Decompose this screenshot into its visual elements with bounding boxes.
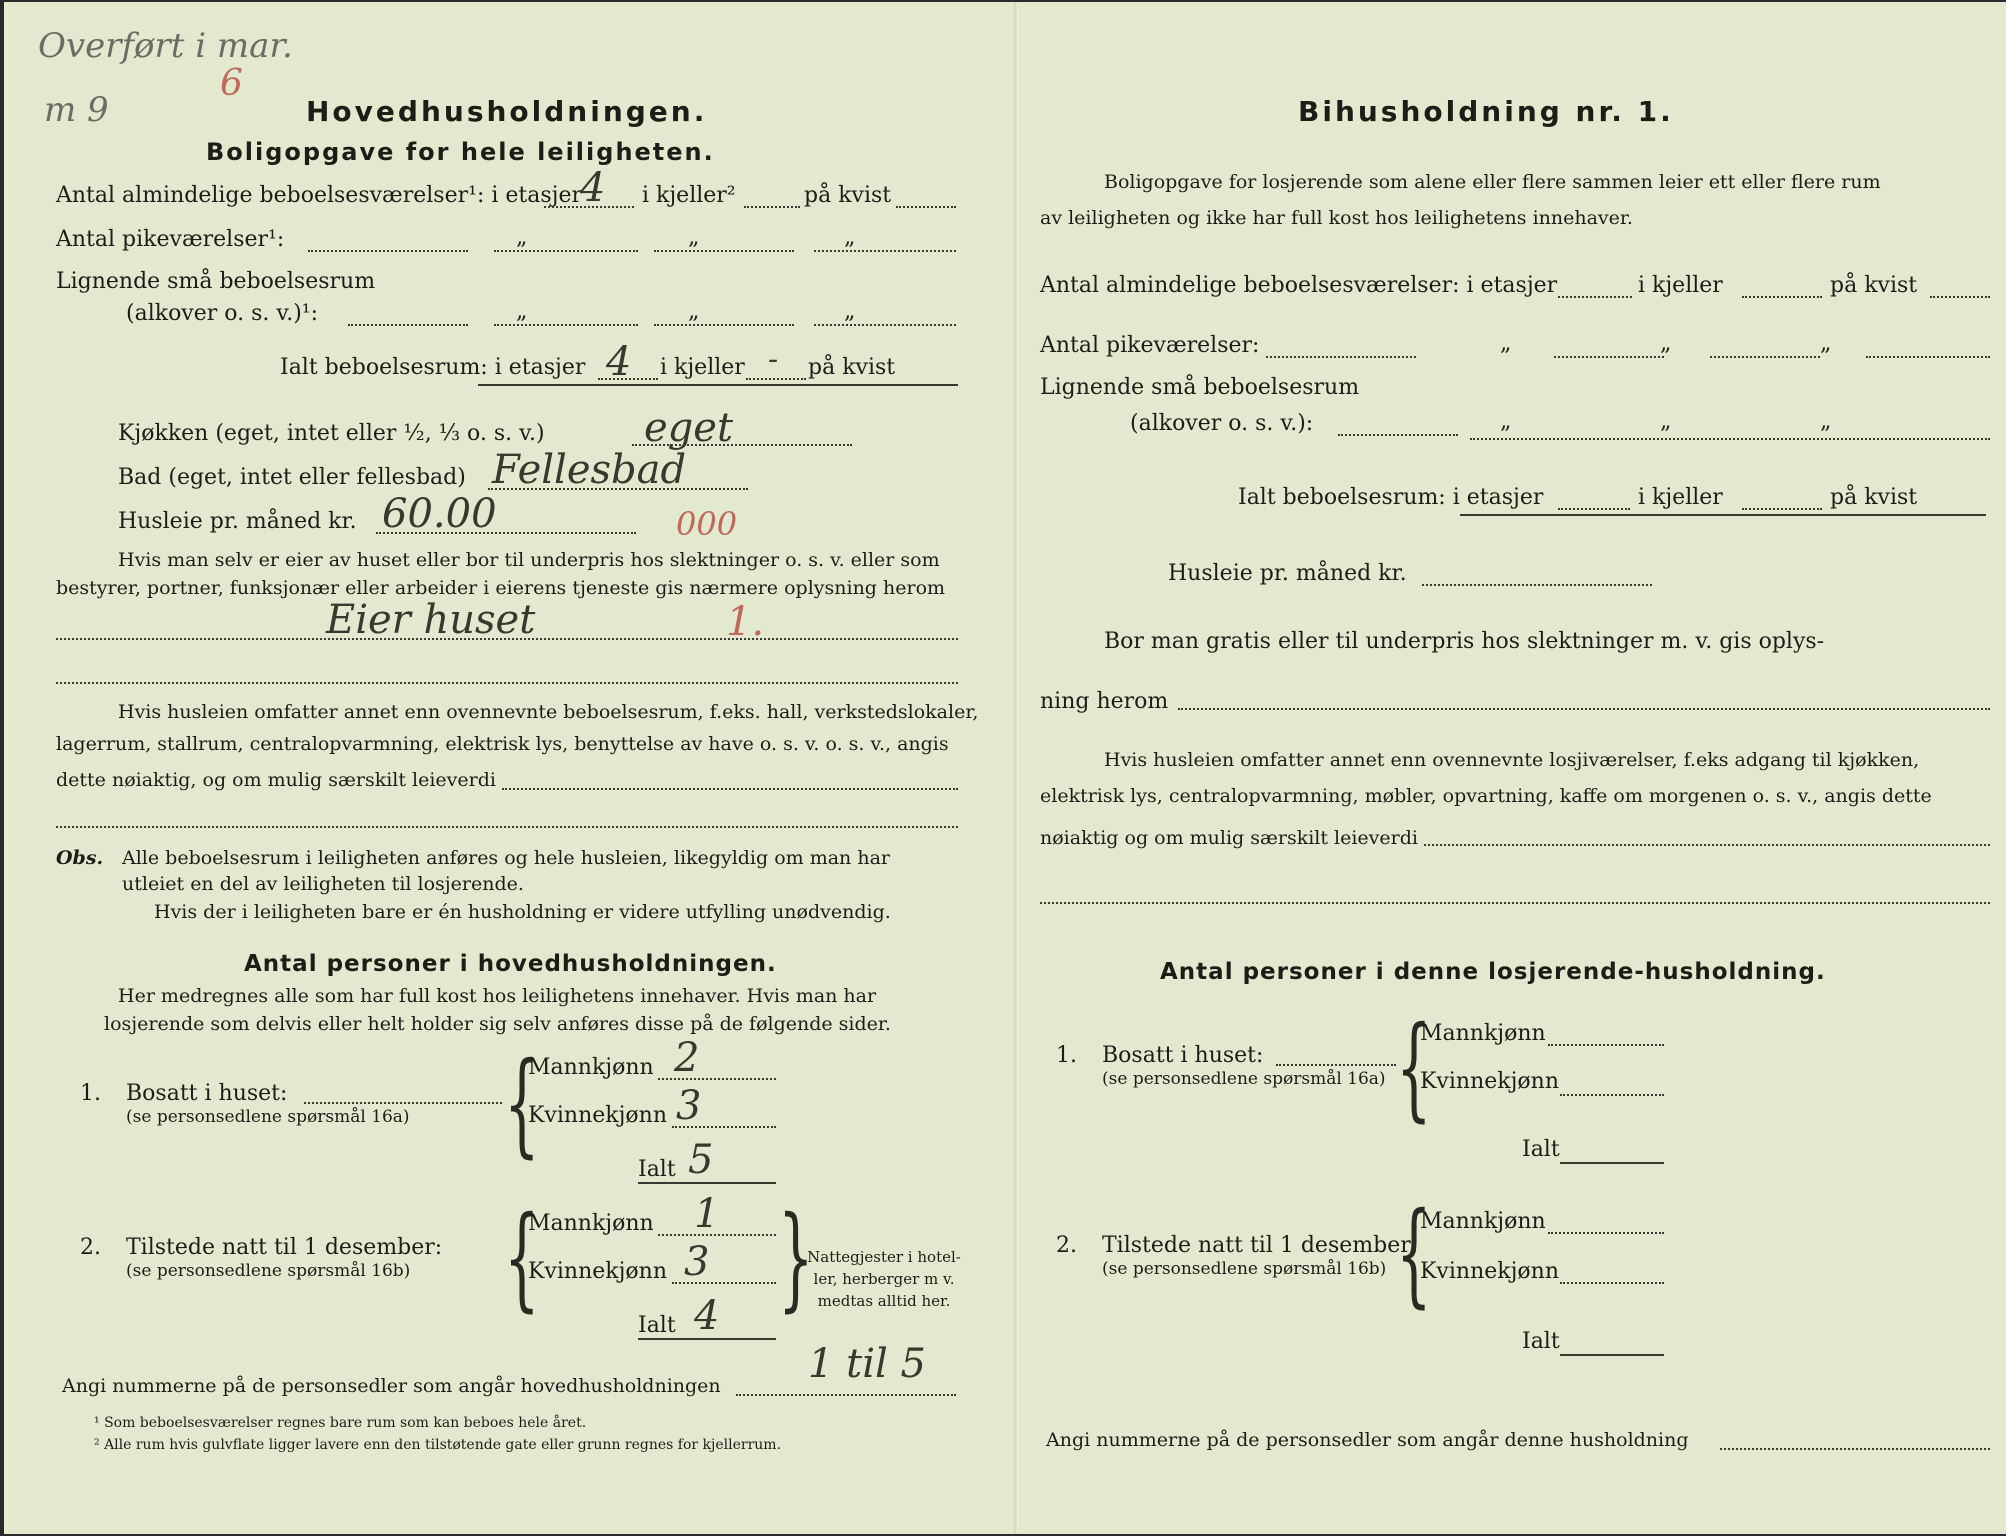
right-q2-kvinne-label: Kvinnekjønn bbox=[1420, 1259, 1559, 1284]
right-q1-ialt-label: Ialt bbox=[1522, 1137, 1560, 1162]
right-alkover-label-1: Lignende små beboelsesrum bbox=[1040, 375, 1360, 400]
ialt-rooms-label: Ialt beboelsesrum: i etasjer bbox=[280, 355, 586, 380]
q1-sublabel: (se personsedlene spørsmål 16a) bbox=[126, 1107, 410, 1127]
rooms-kvist-label: på kvist bbox=[804, 183, 892, 208]
right-pike-leader bbox=[1266, 356, 1416, 358]
owner-info-red-mark: 1. bbox=[726, 599, 765, 645]
right-alkover-label-2: (alkover o. s. v.): bbox=[1130, 411, 1314, 436]
alkover-kvist-line bbox=[814, 324, 956, 326]
rent-includes-line-2 bbox=[56, 826, 958, 828]
q1-ialt-value[interactable]: 5 bbox=[688, 1137, 714, 1183]
margin-red-number: 6 bbox=[220, 63, 243, 104]
right-gratis-1: Bor man gratis eller til underpris hos slektninger m. v. gis oplys- bbox=[1104, 629, 1825, 654]
ialt-kjeller-value[interactable]: - bbox=[768, 342, 779, 377]
right-para-line-2 bbox=[1040, 902, 1990, 904]
rooms-label: Antal almindelige beboelsesværelser¹: i etasjer bbox=[56, 183, 583, 208]
right-q2-sublabel: (se personsedlene spørsmål 16b) bbox=[1102, 1259, 1387, 1279]
right-para-2: elektrisk lys, centralopvarmning, møbler, opvartning, kaffe om morgenen o. s. v., angis dette bbox=[1040, 785, 1932, 807]
ialt-etasjer-value[interactable]: 4 bbox=[606, 339, 632, 385]
page-subtitle: Boligopgave for hele leiligheten. bbox=[206, 138, 715, 166]
pike-kjeller-line bbox=[654, 250, 794, 252]
rooms-etasjer-value[interactable]: 4 bbox=[580, 165, 606, 211]
right-q1-sublabel: (se personsedlene spørsmål 16a) bbox=[1102, 1069, 1386, 1089]
right-pike-kjeller-line bbox=[1710, 356, 1820, 358]
husleie-red-mark: 000 bbox=[676, 505, 738, 543]
bad-value[interactable]: Fellesbad bbox=[492, 447, 687, 493]
right-alkover-ditto-1: „ bbox=[1500, 409, 1512, 434]
alkover-ditto-2: „ bbox=[688, 299, 700, 324]
right-q2-label: Tilstede natt til 1 desember: bbox=[1102, 1233, 1419, 1258]
obs-text-3: Hvis der i leiligheten bare er én husholdning er videre utfylling unødvendig. bbox=[154, 901, 891, 923]
right-husleie-line bbox=[1422, 584, 1652, 586]
q1-ialt-label: Ialt bbox=[638, 1157, 676, 1182]
husleie-value[interactable]: 60.00 bbox=[382, 491, 497, 537]
owner-instructions-1: Hvis man selv er eier av huset eller bor til underpris hos slektninger o. s. v. eller som bbox=[118, 549, 940, 571]
q2-number: 2. bbox=[80, 1235, 101, 1260]
right-persons-title: Antal personer i denne losjerende-husholdning. bbox=[1160, 959, 1826, 985]
right-husleie-label: Husleie pr. måned kr. bbox=[1168, 561, 1407, 586]
right-q1-kvinne-line bbox=[1560, 1094, 1664, 1096]
ialt-kjeller-label: i kjeller bbox=[660, 355, 745, 380]
right-q1-mann-line bbox=[1548, 1044, 1664, 1046]
nattegjester-note-2: ler, herberger m v. bbox=[813, 1270, 955, 1288]
ialt-kvist-label: på kvist bbox=[808, 355, 896, 380]
alkover-label-2: (alkover o. s. v.)¹: bbox=[126, 301, 319, 326]
obs-text-1: Alle beboelsesrum i leiligheten anføres og hele husleien, likegyldig om man har bbox=[122, 847, 890, 869]
q1-leader bbox=[304, 1102, 502, 1104]
q2-sublabel: (se personsedlene spørsmål 16b) bbox=[126, 1261, 411, 1281]
q1-kvinne-value[interactable]: 3 bbox=[676, 1083, 702, 1129]
q2-brace-left: { bbox=[504, 1193, 540, 1323]
q1-number: 1. bbox=[80, 1081, 101, 1106]
kjokken-value[interactable]: eget bbox=[644, 405, 734, 451]
q1-kvinne-label: Kvinnekjønn bbox=[528, 1103, 667, 1128]
alkover-leader bbox=[348, 324, 468, 326]
q2-label: Tilstede natt til 1 desember: bbox=[126, 1235, 443, 1260]
footnote-1: ¹ Som beboelsesværelser regnes bare rum som kan beboes hele året. bbox=[94, 1415, 587, 1431]
husleie-label: Husleie pr. måned kr. bbox=[118, 509, 357, 534]
right-q1-ialt-line bbox=[1560, 1162, 1664, 1164]
footnote-2: ² Alle rum hvis gulvflate ligger lavere enn den tilstøtende gate eller grunn regnes for kjellerrum. bbox=[94, 1437, 782, 1453]
obs-label: Obs. bbox=[56, 847, 104, 869]
right-alkover-line bbox=[1470, 438, 1990, 440]
ialt-underline bbox=[478, 384, 958, 386]
pike-ditto-2: „ bbox=[688, 225, 700, 250]
right-rooms-kjeller-line bbox=[1742, 296, 1822, 298]
right-ialt-kjeller-label: i kjeller bbox=[1638, 485, 1723, 510]
right-q1-brace: { bbox=[1396, 1003, 1432, 1133]
right-alkover-ditto-2: „ bbox=[1660, 409, 1672, 434]
right-rooms-kjeller-label: i kjeller bbox=[1638, 273, 1723, 298]
right-q2-kvinne-line bbox=[1560, 1282, 1664, 1284]
owner-instructions-2: bestyrer, portner, funksjonær eller arbeider i eierens tjeneste gis nærmere oplysning herom bbox=[56, 577, 946, 599]
right-rooms-label: Antal almindelige beboelsesværelser: i etasjer bbox=[1040, 273, 1558, 298]
right-page bbox=[1020, 2, 2006, 1534]
persons-title: Antal personer i hovedhusholdningen. bbox=[244, 951, 777, 977]
right-q2-mann-line bbox=[1548, 1232, 1664, 1234]
census-form-sheet bbox=[4, 2, 2002, 1534]
rent-includes-line-1 bbox=[502, 788, 958, 790]
q1-brace: { bbox=[504, 1039, 540, 1169]
persons-text-1: Her medregnes alle som har full kost hos leilighetens innehaver. Hvis man har bbox=[118, 985, 877, 1007]
right-page-title: Bihusholdning nr. 1. bbox=[1298, 95, 1674, 128]
q2-brace-right: } bbox=[778, 1193, 814, 1323]
right-q2-number: 2. bbox=[1056, 1233, 1077, 1258]
q2-kvinne-value[interactable]: 3 bbox=[684, 1239, 710, 1285]
right-intro-2: av leiligheten og ikke har full kost hos leilighetens innehaver. bbox=[1040, 207, 1633, 229]
right-gratis-2: ning herom bbox=[1040, 689, 1169, 714]
alkover-ditto-3: „ bbox=[844, 299, 856, 324]
right-q1-kvinne-label: Kvinnekjønn bbox=[1420, 1069, 1559, 1094]
q2-mann-label: Mannkjønn bbox=[528, 1211, 654, 1236]
right-q2-mann-label: Mannkjønn bbox=[1420, 1209, 1546, 1234]
kjokken-label: Kjøkken (eget, intet eller ½, ⅓ o. s. v.) bbox=[118, 421, 545, 446]
rooms-kvist-line bbox=[896, 206, 956, 208]
right-ialt-kvist-label: på kvist bbox=[1830, 485, 1918, 510]
rooms-kjeller-line bbox=[744, 206, 800, 208]
left-page bbox=[8, 2, 1016, 1534]
right-q1-label: Bosatt i huset: bbox=[1102, 1043, 1264, 1068]
right-angi-line bbox=[1720, 1448, 1990, 1450]
right-para-3: nøiaktig og om mulig særskilt leieverdi bbox=[1040, 827, 1418, 849]
right-ialt-kjeller-line bbox=[1742, 508, 1822, 510]
right-angi-label: Angi nummerne på de personsedler som angår denne husholdning bbox=[1046, 1429, 1689, 1451]
rent-includes-3: dette nøiaktig, og om mulig særskilt leieverdi bbox=[56, 769, 496, 791]
angi-label: Angi nummerne på de personsedler som angår hovedhusholdningen bbox=[62, 1375, 721, 1397]
q1-mann-value[interactable]: 2 bbox=[674, 1035, 700, 1081]
rent-includes-1: Hvis husleien omfatter annet enn ovennevnte beboelsesrum, f.eks. hall, verkstedslokaler, bbox=[118, 701, 979, 723]
angi-line bbox=[736, 1394, 956, 1396]
right-q1-mann-label: Mannkjønn bbox=[1420, 1021, 1546, 1046]
nattegjester-note-3: medtas alltid her. bbox=[817, 1292, 951, 1310]
q2-ialt-label: Ialt bbox=[638, 1313, 676, 1338]
q1-label: Bosatt i huset: bbox=[126, 1081, 288, 1106]
obs-text-2: utleiet en del av leiligheten til losjerende. bbox=[122, 873, 524, 895]
right-q2-brace: { bbox=[1396, 1189, 1432, 1319]
pike-label: Antal pikeværelser¹: bbox=[56, 227, 285, 252]
right-intro-1: Boligopgave for losjerende som alene eller flere sammen leier ett eller flere rum bbox=[1104, 171, 1881, 193]
pike-ditto-1: „ bbox=[516, 225, 528, 250]
right-q1-leader bbox=[1276, 1064, 1396, 1066]
margin-note-handwritten: Overført i mar. bbox=[38, 26, 293, 66]
right-pike-kvist-line bbox=[1866, 356, 1990, 358]
angi-value[interactable]: 1 til 5 bbox=[808, 1341, 926, 1387]
right-pike-ditto-3: „ bbox=[1820, 331, 1832, 356]
q2-ialt-value[interactable]: 4 bbox=[694, 1293, 720, 1339]
right-q2-ialt-line bbox=[1560, 1354, 1664, 1356]
persons-text-2: losjerende som delvis eller helt holder sig selv anføres disse på de følgende sider. bbox=[104, 1013, 891, 1035]
right-para-1: Hvis husleien omfatter annet enn ovennevnte losjiværelser, f.eks adgang til kjøkken, bbox=[1104, 749, 1920, 771]
right-rooms-etasjer-line bbox=[1558, 296, 1632, 298]
right-rooms-kvist-line bbox=[1930, 296, 1990, 298]
right-ialt-underline bbox=[1460, 514, 1986, 516]
alkover-ditto-1: „ bbox=[516, 299, 528, 324]
right-pike-label: Antal pikeværelser: bbox=[1040, 333, 1260, 358]
owner-info-line-2 bbox=[56, 682, 958, 684]
alkover-kjeller-line bbox=[654, 324, 794, 326]
q2-kvinne-label: Kvinnekjønn bbox=[528, 1259, 667, 1284]
right-gratis-line bbox=[1178, 708, 1990, 710]
right-pike-etasjer-line bbox=[1554, 356, 1664, 358]
right-rooms-kvist-label: på kvist bbox=[1830, 273, 1918, 298]
alkover-label-1: Lignende små beboelsesrum bbox=[56, 269, 376, 294]
right-pike-ditto-1: „ bbox=[1500, 331, 1512, 356]
right-ialt-label: Ialt beboelsesrum: i etasjer bbox=[1238, 485, 1544, 510]
right-q1-number: 1. bbox=[1056, 1043, 1077, 1068]
q1-mann-label: Mannkjønn bbox=[528, 1055, 654, 1080]
right-alkover-ditto-3: „ bbox=[1820, 409, 1832, 434]
rooms-kjeller-label: i kjeller² bbox=[642, 183, 736, 208]
rent-includes-2: lagerrum, stallrum, centralopvarmning, elektrisk lys, benyttelse av have o. s. v. o. s. v., angis bbox=[56, 733, 949, 755]
nattegjester-note-1: Nattegjester i hotel- bbox=[807, 1248, 961, 1266]
pike-kvist-line bbox=[814, 250, 956, 252]
owner-info-value[interactable]: Eier huset bbox=[326, 597, 536, 643]
pike-ditto-3: „ bbox=[844, 225, 856, 250]
right-alkover-leader bbox=[1338, 434, 1458, 436]
pike-leader bbox=[308, 250, 468, 252]
margin-number-handwritten: m 9 bbox=[44, 90, 109, 130]
page-title: Hovedhusholdningen. bbox=[306, 95, 708, 128]
right-para-line-1 bbox=[1424, 844, 1990, 846]
q2-mann-value[interactable]: 1 bbox=[694, 1191, 720, 1237]
right-q2-ialt-label: Ialt bbox=[1522, 1329, 1560, 1354]
right-pike-ditto-2: „ bbox=[1660, 331, 1672, 356]
right-ialt-etasjer-line bbox=[1558, 508, 1630, 510]
bad-label: Bad (eget, intet eller fellesbad) bbox=[118, 465, 466, 490]
